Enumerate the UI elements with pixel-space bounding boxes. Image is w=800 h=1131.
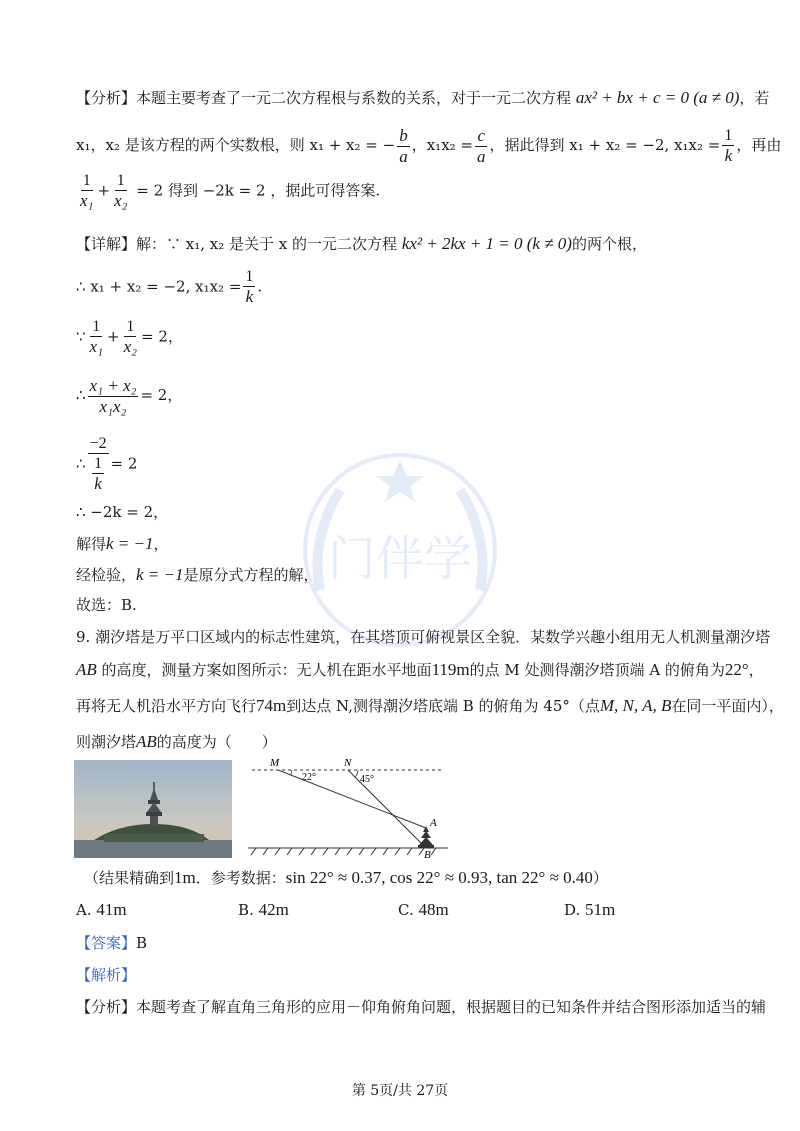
text: ∴ −2k = 2， xyxy=(76,503,169,521)
angle-22-label: 22° xyxy=(302,772,316,783)
denominator: k xyxy=(245,287,254,307)
text: 经检验， xyxy=(76,566,137,584)
numerator: c xyxy=(477,126,486,145)
numerator: x₁ + x₂ xyxy=(89,376,137,395)
numerator: 1 xyxy=(124,318,136,337)
text: 是原分式方程的解， xyxy=(183,566,319,584)
denominator: k xyxy=(724,145,733,165)
text: 解得 xyxy=(76,535,107,553)
fraction-b-over-a xyxy=(397,126,410,166)
option-value: 51m xyxy=(585,900,616,919)
quadratic-equation-k: kx² + 2kx + 1 = 0 (k ≠ 0) xyxy=(401,234,572,253)
analysis-heading xyxy=(76,966,136,984)
analysis-line-1 xyxy=(76,88,769,108)
fraction-sum-over-product xyxy=(88,376,139,416)
text: ， xyxy=(748,661,764,679)
text: = 2 xyxy=(110,454,138,473)
text: . xyxy=(257,277,263,296)
solution-line-6 xyxy=(76,503,168,521)
text: ∴ x₁ + x₂ = −2, x₁x₂ = xyxy=(76,277,242,296)
numerator: 1 xyxy=(81,172,93,191)
segment-ab: AB xyxy=(136,732,157,751)
text: x₁，x₂ 是该方程的两个实数根，则 x₁ + x₂ = − xyxy=(76,136,396,155)
watermark-logo-icon xyxy=(280,440,520,660)
text: 故选：B. xyxy=(76,596,137,614)
reference-data xyxy=(84,868,608,888)
option-label: C. xyxy=(398,901,414,919)
text: 本题考查了解直角三角形的应用－仰角俯角问题，根据题目的已知条件并结合图形添加适当的辅 xyxy=(136,998,767,1016)
denominator: x₂ xyxy=(114,191,128,211)
text: 再将无人机沿水平方向飞行 xyxy=(76,697,257,715)
text: 到达点 N,测得潮汐塔底端 B 的俯角为 45°（点 xyxy=(286,697,600,715)
segment-ab: AB xyxy=(76,660,97,679)
answer-value: B xyxy=(136,934,148,952)
denominator xyxy=(88,454,108,495)
numerator: 1 xyxy=(90,318,102,337)
geometry-diagram xyxy=(248,752,448,860)
denominator: a xyxy=(399,146,408,166)
numerator: 1 xyxy=(722,127,734,146)
watermark-text: 门伴学 xyxy=(327,531,473,587)
inner-denominator: k xyxy=(94,474,102,494)
tower-photo xyxy=(74,760,232,858)
solution-line-3 xyxy=(76,318,183,357)
question-9-line-4 xyxy=(76,732,277,752)
text: 9. 潮汐塔是万平口区域内的标志性建筑，在其塔顶可俯视景区全貌．某数学兴趣小组用无人机测量潮汐塔 xyxy=(76,628,771,646)
text: ∵ xyxy=(76,327,86,346)
solution-line-1 xyxy=(76,234,647,254)
option-value: 41m xyxy=(96,900,127,919)
solution-line-8 xyxy=(76,565,319,585)
option-b[interactable] xyxy=(238,900,289,920)
label-a: A xyxy=(430,817,437,829)
option-a[interactable] xyxy=(76,900,127,920)
numerator: 1 xyxy=(243,268,255,287)
fraction-1-over-x1 xyxy=(88,318,105,357)
analysis-line-3 xyxy=(76,172,380,211)
option-d[interactable] xyxy=(564,900,615,920)
label-b: B xyxy=(424,849,431,860)
fraction-1-over-k xyxy=(243,268,255,307)
text: 的点 M 处测得潮汐塔顶端 A 的俯角为 xyxy=(469,661,725,679)
final-analysis-line xyxy=(76,998,766,1016)
solution-line-7 xyxy=(76,534,169,554)
numerator: b xyxy=(399,126,408,145)
fraction-1-over-x2 xyxy=(112,172,129,211)
option-c[interactable] xyxy=(398,900,449,920)
denominator: x₂ xyxy=(123,337,138,357)
plus-sign: + xyxy=(107,327,120,346)
text: （结果精确到 xyxy=(84,869,175,887)
denominator: x₁ xyxy=(89,337,104,357)
label-m: M xyxy=(270,757,280,769)
question-9-line-3 xyxy=(76,696,784,716)
numerator: 1 xyxy=(115,172,127,191)
text: = 2， xyxy=(140,386,183,405)
denominator: a xyxy=(477,146,486,166)
result-equation: k = −1 xyxy=(136,565,184,584)
points-list: M, N, A, B xyxy=(599,696,672,715)
denominator: x₁x₂ xyxy=(99,396,127,416)
option-value: 42m xyxy=(258,900,289,919)
text: 在同一平面内）， xyxy=(671,697,784,715)
angle-value: 22° xyxy=(724,660,749,679)
plus-sign: + xyxy=(97,181,111,200)
text: ∴ xyxy=(76,454,86,473)
fraction-1-over-x2 xyxy=(122,318,139,357)
analysis-label: 【解析】 xyxy=(76,966,137,984)
fraction-c-over-a xyxy=(475,126,488,166)
fraction-1-over-k xyxy=(722,127,734,166)
precision-unit: 1m xyxy=(174,868,196,887)
text: ，据此得到 x₁ + x₂ = −2, x₁x₂ = xyxy=(489,136,721,155)
solution-tag: 【详解】 xyxy=(76,235,137,253)
option-label: B. xyxy=(238,901,254,919)
quadratic-equation: ax² + bx + c = 0 (a ≠ 0) xyxy=(575,88,740,107)
text: ．参考数据： xyxy=(195,869,286,887)
denominator: x₁ xyxy=(80,191,94,211)
trig-values: sin 22° ≈ 0.37, cos 22° ≈ 0.93, tan 22° ≈ 0.40 xyxy=(285,868,593,887)
text: 则潮汐塔 xyxy=(76,733,137,751)
inner-numerator: 1 xyxy=(92,454,104,474)
analysis-tag: 【分析】 xyxy=(76,89,137,107)
page-footer: 第 5页/共 27页 xyxy=(351,1083,449,1099)
text: = 2 得到 −2k = 2 ，据此可得答案. xyxy=(136,181,381,200)
text: ，若 xyxy=(739,89,770,107)
fraction-1-over-x1 xyxy=(78,172,95,211)
text: ， xyxy=(153,535,169,553)
result-equation: k = −1 xyxy=(106,534,154,553)
text: 本题主要考查了一元二次方程根与系数的关系，对于一元二次方程 xyxy=(136,89,572,107)
text: 的两个根， xyxy=(571,235,647,253)
text: 的高度，测量方案如图所示：无人机在距水平地面 xyxy=(96,661,432,679)
height-value: 119m xyxy=(431,660,470,679)
solution-line-5 xyxy=(76,434,137,495)
answer-line xyxy=(76,934,147,952)
option-value: 48m xyxy=(418,900,449,919)
text: ，再由 xyxy=(736,136,782,155)
inner-fraction xyxy=(92,454,104,495)
text: ∴ xyxy=(76,386,86,405)
complex-fraction xyxy=(88,434,109,495)
solution-line-4 xyxy=(76,376,182,416)
answer-tag: 【答案】 xyxy=(76,934,137,952)
question-9-line-2 xyxy=(76,660,764,680)
text: 解：∵ x₁, x₂ 是关于 x 的一元二次方程 xyxy=(136,235,398,253)
angle-45-label: 45° xyxy=(360,774,374,785)
text: ） xyxy=(592,869,608,887)
text: = 2， xyxy=(141,327,183,346)
analysis-line-2 xyxy=(76,126,781,166)
label-n: N xyxy=(344,757,352,769)
text: ，x₁x₂ = xyxy=(411,136,474,155)
tower-icon xyxy=(418,826,434,848)
distance-value: 74m xyxy=(256,696,287,715)
numerator: −2 xyxy=(88,434,109,454)
question-9-line-1 xyxy=(76,628,770,646)
option-label: D. xyxy=(564,901,581,919)
solution-line-2 xyxy=(76,268,262,307)
option-label: A. xyxy=(76,901,92,919)
analysis-tag: 【分析】 xyxy=(76,998,137,1016)
solution-line-9 xyxy=(76,596,137,614)
text: 的高度为（ ） xyxy=(156,733,277,751)
